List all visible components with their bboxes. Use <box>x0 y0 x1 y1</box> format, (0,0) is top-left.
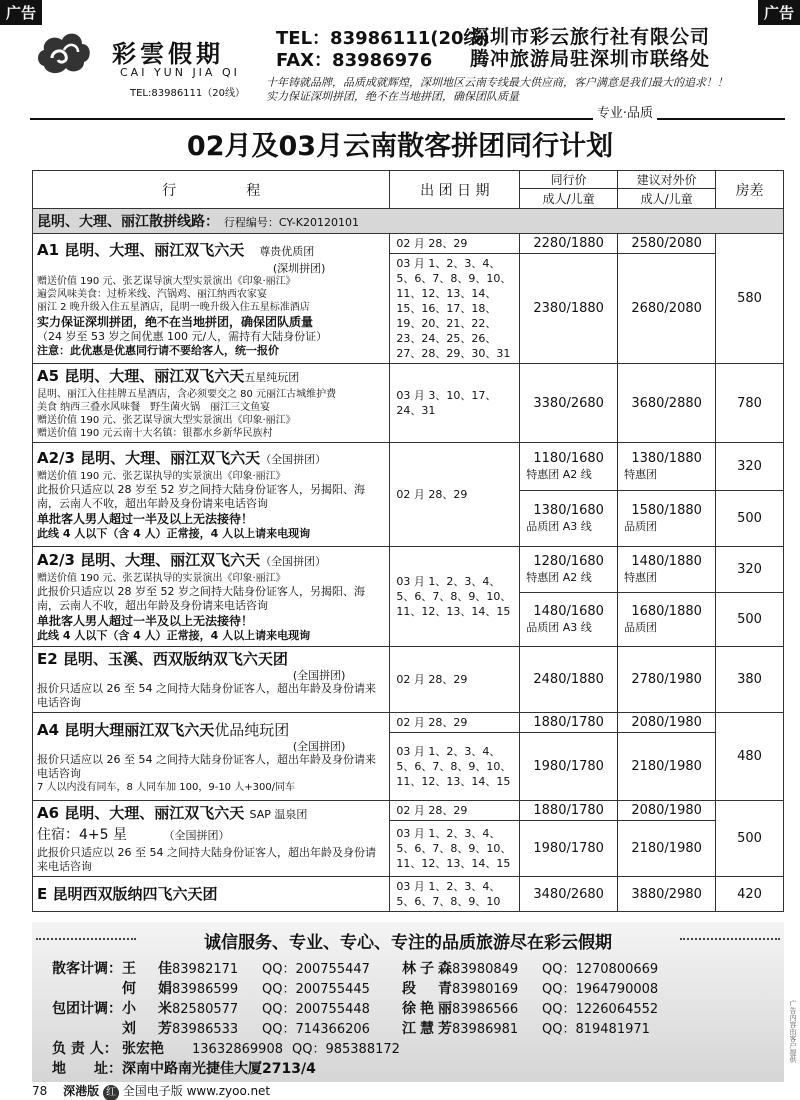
route-line: 赠送价值 190 元云南十大名镇：银都水乡新华民族村 <box>37 428 273 439</box>
contact-name: 刘 芳 <box>122 1021 176 1037</box>
route-badge: 五星纯玩团 <box>244 371 300 384</box>
section-code: 行程编号：CY-K20120101 <box>223 216 359 229</box>
contact-label: 散客计调： <box>52 961 122 977</box>
route-sub: (全国拼团) <box>292 739 346 753</box>
dates: 02 月 28、29 <box>390 443 520 547</box>
peer-price: 3380/2680 <box>520 364 618 443</box>
price-tag: 品质团 <box>624 520 658 533</box>
contact-phone: 83980169 <box>452 982 519 997</box>
public-price: 2680/2080 <box>618 254 716 364</box>
contact-phone: 83986981 <box>452 1022 519 1037</box>
route-a4 <box>33 713 390 801</box>
table-row <box>33 547 784 593</box>
col-public-price: 建议对外价 <box>618 171 716 189</box>
contact-name: 王 佳 <box>122 961 176 977</box>
route-highlight: 实力保证深圳拼团，绝不在当地拼团，确保团队质量 <box>37 314 314 329</box>
peer-price: 3480/2680 <box>520 877 618 912</box>
col-peer-price: 同行价 <box>520 171 618 189</box>
section-head <box>33 209 784 234</box>
contact-name: 江慧芳 <box>402 1021 456 1037</box>
route-line: 赠送价值 190 元、张艺谋执导的实景演出《印象·丽江》 <box>37 573 286 584</box>
footer-slogan: 诚信服务、专业、专心、专注的品质旅游尽在彩云假期 <box>204 933 612 953</box>
table-row <box>33 443 784 491</box>
section-title: 昆明、大理、丽江散拼线路： <box>37 214 219 230</box>
route-line: 报价只适应以 26 至 54 之间持大陆身份证客人，超出年龄及身份请来电话咨询 <box>37 682 376 709</box>
company-block <box>470 26 710 70</box>
price-tag: 特惠团 A2 线 <box>526 468 592 481</box>
route-line: 此报价只适应以 28 岁至 52 岁之间持大陆身份证客人，另揭阳、海南，云南人不收，超出年龄及身份请来电话咨询 <box>37 483 365 510</box>
route-badge: 优品纯玩团 <box>214 720 290 739</box>
route-badge: SAP 温泉团 <box>249 808 308 821</box>
route-sub: （全国拼团） <box>260 555 327 568</box>
contact-qq: QQ：714366206 <box>262 1022 370 1037</box>
peer-price: 1380/1680 <box>533 503 604 518</box>
ad-tag-left: 广告 <box>0 0 42 25</box>
route-line: 7 人以内没有同车，8 人同车加 100，9-10 人+300/同车 <box>37 781 296 793</box>
price-tag: 特惠团 <box>624 468 658 481</box>
contact-qq: QQ：1226064552 <box>542 1002 659 1017</box>
table-row <box>33 801 784 821</box>
table-row <box>33 364 784 443</box>
price-tag: 特惠团 <box>624 571 658 584</box>
room-diff: 320 <box>716 547 784 593</box>
route-sub: （全国拼团） <box>260 453 327 466</box>
route-a23-mar <box>33 547 390 647</box>
address: 深南中路南光捷佳大厦2713/4 <box>122 1061 316 1077</box>
peer-price: 2480/1880 <box>520 647 618 713</box>
company-name: 深圳市彩云旅行社有限公司 <box>470 26 711 48</box>
route-e <box>33 877 390 912</box>
table-row <box>33 234 784 254</box>
route-note: 此线 4 人以下（含 4 人）正常接，4 人以上请来电现询 <box>37 629 311 642</box>
table-row <box>33 713 784 733</box>
edition: 深港版 <box>63 1084 100 1098</box>
contact-phone: 82580577 <box>172 1002 239 1017</box>
manager-row <box>52 1038 432 1058</box>
route-note: 此线 4 人以下（含 4 人）正常接，4 人以上请来电现询 <box>37 527 311 540</box>
peer-price: 1280/1680 <box>533 554 604 569</box>
side-note: 广告内容由客户提供 <box>789 1000 797 1063</box>
room-diff: 420 <box>716 877 784 912</box>
route-line: 赠送价值 190 元、张艺谋导演大型实景演出《印象·丽江》 <box>37 415 296 426</box>
public-price: 3880/2980 <box>618 877 716 912</box>
logo-tel: TEL:83986111（20线） <box>130 88 245 99</box>
dates: 02 月 28、29 <box>390 713 520 733</box>
col-room: 房差 <box>716 171 784 209</box>
logo-en: CAI YUN JIA QI <box>120 66 240 79</box>
contact-name: 何 娟 <box>122 981 176 997</box>
room-diff: 320 <box>716 443 784 491</box>
price-tag: 品质团 <box>624 621 658 634</box>
edition-badge: 红 <box>103 1085 119 1100</box>
route-line: 昆明、丽江入住挂牌五星酒店，含必须要交之 80 元丽江古城维护费 <box>37 389 337 400</box>
dates: 03 月 1、2、3、4、5、6、7、8、9、10、11、12、13、14、15 <box>390 821 520 877</box>
contact-name: 林子森 <box>402 961 456 977</box>
table-row <box>33 647 784 713</box>
contact-qq: QQ：200755445 <box>262 982 370 997</box>
room-diff: 500 <box>716 491 784 547</box>
route-stay: 住宿：4+5 星 <box>37 827 127 843</box>
contact-phone: 83986599 <box>172 982 239 997</box>
liaison-office: 腾冲旅游局驻深圳市联络处 <box>470 48 711 70</box>
page-number: 78 <box>32 1084 48 1098</box>
public-price: 1680/1880 <box>631 604 702 619</box>
peer-price: 1980/1780 <box>520 821 618 877</box>
room-diff: 500 <box>716 801 784 877</box>
address-label: 地 址： <box>52 1061 122 1077</box>
col-dates: 出 团 日 期 <box>390 171 520 209</box>
public-price: 2580/2080 <box>618 234 716 254</box>
route-title: A2/3 昆明、大理、丽江双飞六天 <box>37 551 261 569</box>
dates: 02 月 28、29 <box>390 801 520 821</box>
route-badge: 尊贵优质团 <box>259 244 315 258</box>
route-title: E 昆明西双版纳四飞六天团 <box>37 885 218 903</box>
route-a23-feb <box>33 443 390 547</box>
route-highlight: 单批客人男人超过一半及以上无法接待！ <box>37 614 254 628</box>
route-line: 遍尝风味美食：过桥米线、汽锅鸡、丽江纳西农家宴 <box>37 288 267 300</box>
peer-price: 1880/1780 <box>520 801 618 821</box>
route-line: 报价只适应以 26 至 54 之间持大陆身份证客人，超出年龄及身份请来电话咨询 <box>37 752 376 780</box>
route-title: E2 昆明、玉溪、西双版纳双飞六天团 <box>37 650 288 668</box>
public-price: 2180/1980 <box>618 821 716 877</box>
route-note: 注意：此优惠是优惠同行请不要给客人，统一报价 <box>37 343 279 357</box>
logo <box>30 24 250 98</box>
public-price: 1580/1880 <box>631 503 702 518</box>
room-diff: 380 <box>716 647 784 713</box>
manager-phone: 13632869908 <box>192 1042 283 1057</box>
header <box>30 24 780 106</box>
footer <box>32 922 784 1082</box>
public-price: 2780/1980 <box>618 647 716 713</box>
peer-price: 1980/1780 <box>520 733 618 801</box>
contact-name: 段 青 <box>402 981 456 997</box>
dates: 03 月 1、2、3、4、5、6、7、8、9、10、11、12、13、14、15 <box>390 547 520 647</box>
tagline: 专业·品质 <box>593 102 657 121</box>
route-line: 美食 纳西三叠水风味餐 野生菌火锅 丽江三文鱼宴 <box>37 402 271 413</box>
dates: 03 月 1、2、3、4、5、6、7、8、9、10 <box>390 877 520 912</box>
price-tag: 特惠团 A2 线 <box>526 571 592 584</box>
manager-name: 张宏艳 <box>122 1041 164 1057</box>
plan-table <box>32 170 784 912</box>
peer-price: 1480/1680 <box>533 604 604 619</box>
route-sub: (深圳拼团) <box>272 261 326 275</box>
dates: 02 月 28、29 <box>390 234 520 254</box>
route-title: A1 昆明、大理、丽江双飞六天 <box>37 240 245 259</box>
contact-phone: 83980849 <box>452 962 519 977</box>
room-diff: 500 <box>716 593 784 647</box>
public-price: 3680/2880 <box>618 364 716 443</box>
peer-price: 2380/1880 <box>520 254 618 364</box>
route-e2 <box>33 647 390 713</box>
col-route: 行 程 <box>33 171 390 209</box>
public-price: 2180/1980 <box>618 733 716 801</box>
route-line: 赠送价值 190 元、张艺谋导演大型实景演出《印象·丽江》 <box>37 275 296 287</box>
contact-qq: QQ：200755448 <box>262 1002 370 1017</box>
route-discount: （24 岁至 53 岁之间优惠 100 元/人，需持有大陆身份证） <box>37 329 328 343</box>
table-row <box>33 877 784 912</box>
address-row <box>52 1058 316 1078</box>
route-line: 此报价只适应以 26 至 54 之间持大陆身份证客人，超出年龄及身份请来电话咨询 <box>37 846 376 873</box>
public-price: 2080/1980 <box>618 801 716 821</box>
peer-price: 1880/1780 <box>520 713 618 733</box>
contact-qq: QQ：1964790008 <box>542 982 659 997</box>
dates: 02 月 28、29 <box>390 647 520 713</box>
route-sub: (全国拼团) <box>292 669 346 682</box>
page-footer <box>32 1082 270 1100</box>
page-title: 02月及03月云南散客拼团同行计划 <box>186 131 614 162</box>
contact-row <box>52 978 682 998</box>
public-price: 1380/1880 <box>631 451 702 466</box>
contact-qq: QQ：200755447 <box>262 962 370 977</box>
route-title: A2/3 昆明、大理、丽江双飞六天 <box>37 449 261 467</box>
route-title: A4 昆明大理丽江双飞六天 <box>37 720 215 739</box>
cloud-logo-icon <box>34 28 94 78</box>
col-public-sub: 成人/儿童 <box>618 189 716 209</box>
price-tag: 品质团 A3 线 <box>526 621 592 634</box>
col-peer-sub: 成人/儿童 <box>520 189 618 209</box>
route-highlight: 单批客人男人超过一半及以上无法接待！ <box>37 512 254 526</box>
contact-row <box>52 1018 682 1038</box>
manager-qq: QQ：985388172 <box>292 1042 400 1057</box>
dates: 03 月 1、2、3、4、5、6、7、8、9、10、11、12、13、14、15 <box>390 733 520 801</box>
fax: FAX：83986976 <box>276 50 433 71</box>
dates: 03 月 1、2、3、4、5、6、7、8、9、10、11、12、13、14、15、16、17、18、19、20、21、22、23、24、25、26、27、28、29、30、31 <box>390 254 520 364</box>
room-diff: 480 <box>716 713 784 801</box>
price-tag: 品质团 A3 线 <box>526 520 592 533</box>
peer-price: 2280/1880 <box>520 234 618 254</box>
site-link[interactable]: 全国电子版 www.zyoo.net <box>122 1084 271 1098</box>
route-title: A6 昆明、大理、丽江双飞六天 <box>37 804 245 822</box>
route-a5 <box>33 364 390 443</box>
contact-row <box>52 958 682 978</box>
route-line: 丽江 2 晚升级入住五星酒店，昆明一晚升级入住五星标准酒店 <box>37 301 310 313</box>
route-line: 此报价只适应以 28 岁至 52 岁之间持大陆身份证客人，另揭阳、海南，云南人不收，超出年龄及身份请来电话咨询 <box>37 585 365 612</box>
route-title: A5 昆明、大理、丽江双飞六天 <box>37 367 245 385</box>
ad-tag-right: 广告 <box>758 0 800 25</box>
contact-phone: 83986566 <box>452 1002 519 1017</box>
route-a6 <box>33 801 390 877</box>
tagline-bar <box>30 104 785 120</box>
contact-label: 包团计调： <box>52 1001 122 1017</box>
contact-qq: QQ：819481971 <box>542 1022 650 1037</box>
contact-block <box>276 28 490 72</box>
route-line: 赠送价值 190 元、张艺谋执导的实景演出《印象·丽江》 <box>37 471 286 482</box>
manager-label: 负 责 人： <box>52 1041 118 1057</box>
contact-qq: QQ：1270800669 <box>542 962 659 977</box>
slogan-line-2: 实力保证深圳拼团，绝不在当地拼团，确保团队质量 <box>266 90 519 103</box>
route-sub: （全国拼团） <box>169 829 230 842</box>
room-diff: 780 <box>716 364 784 443</box>
route-a1 <box>33 234 390 364</box>
contact-name: 小 米 <box>122 1001 176 1017</box>
slogan-line-1: 十年铸就品牌，品质成就辉煌，深圳地区云南专线最大供应商，客户满意是我们最大的追求！！ <box>266 76 728 89</box>
slogan <box>266 76 786 104</box>
contact-phone: 83982171 <box>172 962 239 977</box>
public-price: 2080/1980 <box>618 713 716 733</box>
contact-name: 徐艳丽 <box>402 1001 456 1017</box>
logo-cn: 彩雲假期 <box>112 39 224 68</box>
contact-row <box>52 998 682 1018</box>
room-diff: 580 <box>716 234 784 364</box>
contact-phone: 83986533 <box>172 1022 239 1037</box>
tel: TEL：83986111(20线) <box>276 28 490 49</box>
peer-price: 1180/1680 <box>533 451 604 466</box>
public-price: 1480/1880 <box>631 554 702 569</box>
dates: 03 月 3、10、17、24、31 <box>390 364 520 443</box>
